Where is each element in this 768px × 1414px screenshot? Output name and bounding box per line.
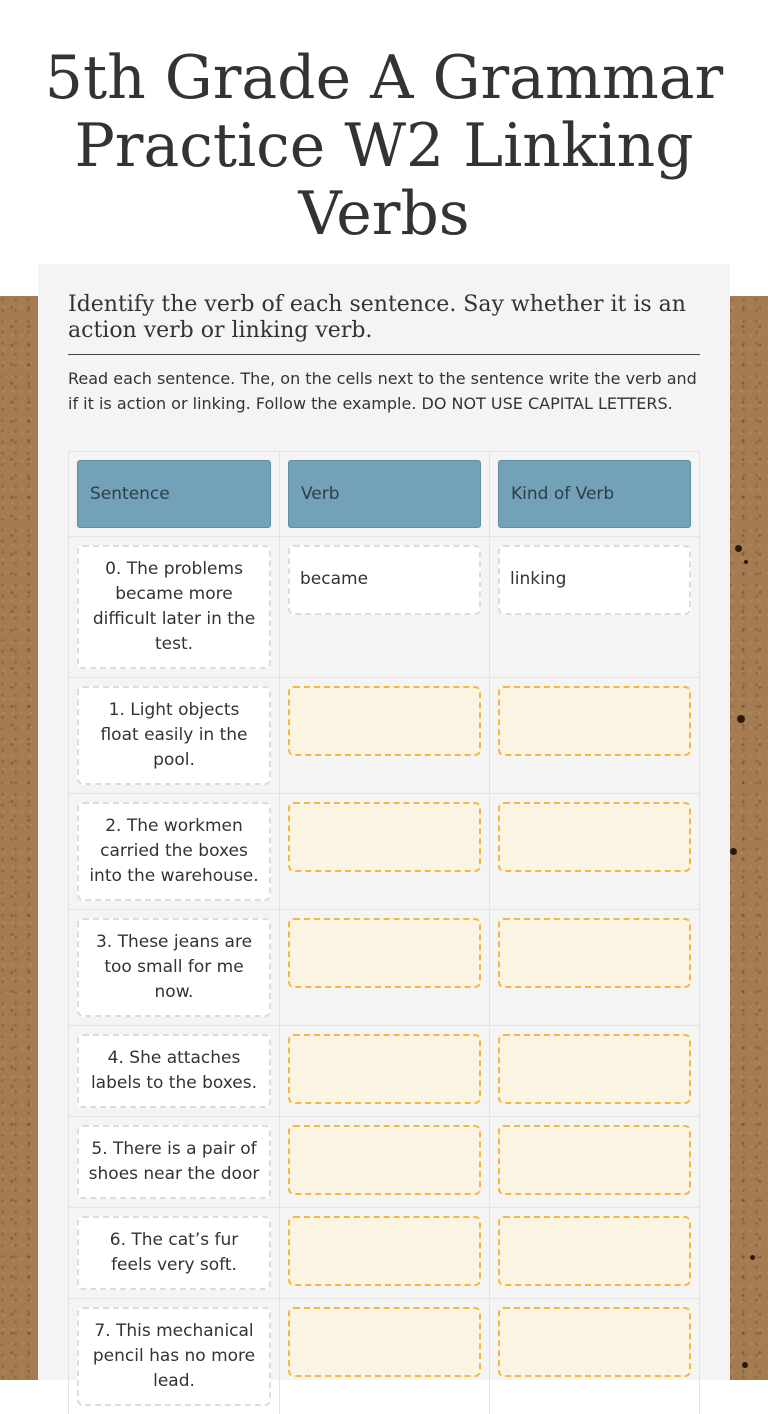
cork-speck	[735, 545, 742, 552]
header-kind-of-verb: Kind of Verb	[498, 460, 691, 528]
verb-input[interactable]	[288, 802, 481, 872]
sentence-card: 1. Light objects float easily in the pool.	[77, 686, 271, 785]
table-row	[69, 1298, 699, 1414]
example-verb: became	[288, 545, 481, 615]
kind-input[interactable]	[498, 1216, 691, 1286]
sentence-card: 0. The problems became more difficult later in the test.	[77, 545, 271, 669]
kind-input[interactable]	[498, 686, 691, 756]
cork-speck	[750, 1255, 755, 1260]
verb-input[interactable]	[288, 1216, 481, 1286]
verb-input[interactable]	[288, 1034, 481, 1104]
sentence-card: 4. She attaches labels to the boxes.	[77, 1034, 271, 1108]
verb-input[interactable]	[288, 686, 481, 756]
verb-input[interactable]	[288, 918, 481, 988]
kind-input[interactable]	[498, 1307, 691, 1377]
header-sentence: Sentence	[77, 460, 271, 528]
kind-input[interactable]	[498, 802, 691, 872]
kind-input[interactable]	[498, 1034, 691, 1104]
cork-speck	[730, 848, 737, 855]
example-kind: linking	[498, 545, 691, 615]
kind-input[interactable]	[498, 1125, 691, 1195]
kind-input[interactable]	[498, 918, 691, 988]
table-row	[69, 909, 699, 1025]
sentence-card: 7. This mechanical pencil has no more lead.	[77, 1307, 271, 1406]
table-row	[69, 1116, 699, 1207]
worksheet-panel	[38, 264, 730, 1391]
answer-table	[68, 451, 700, 1414]
verb-input[interactable]	[288, 1125, 481, 1195]
instructions-body: Read each sentence. The, on the cells next to the sentence write the verb and if it is action or linking. Follow the example. DO NOT USE CAPITAL LETTERS.	[68, 369, 697, 413]
sentence-card: 5. There is a pair of shoes near the door	[77, 1125, 271, 1199]
table-row	[69, 1207, 699, 1298]
verb-input[interactable]	[288, 1307, 481, 1377]
table-row	[69, 1025, 699, 1116]
example-row	[69, 536, 699, 677]
page-title: 5th Grade A Grammar Practice W2 Linking Verbs	[44, 43, 724, 249]
header-verb: Verb	[288, 460, 481, 528]
cork-speck	[744, 560, 748, 564]
cork-speck	[742, 1362, 748, 1368]
table-header-row	[69, 451, 699, 536]
sentence-card: 3. These jeans are too small for me now.	[77, 918, 271, 1017]
instructions-heading: Identify the verb of each sentence. Say whether it is an action verb or linking verb.	[68, 292, 700, 355]
sentence-card: 2. The workmen carried the boxes into the warehouse.	[77, 802, 271, 901]
cork-speck	[737, 715, 745, 723]
table-row	[69, 677, 699, 793]
table-row	[69, 793, 699, 909]
sentence-card: 6. The cat’s fur feels very soft.	[77, 1216, 271, 1290]
